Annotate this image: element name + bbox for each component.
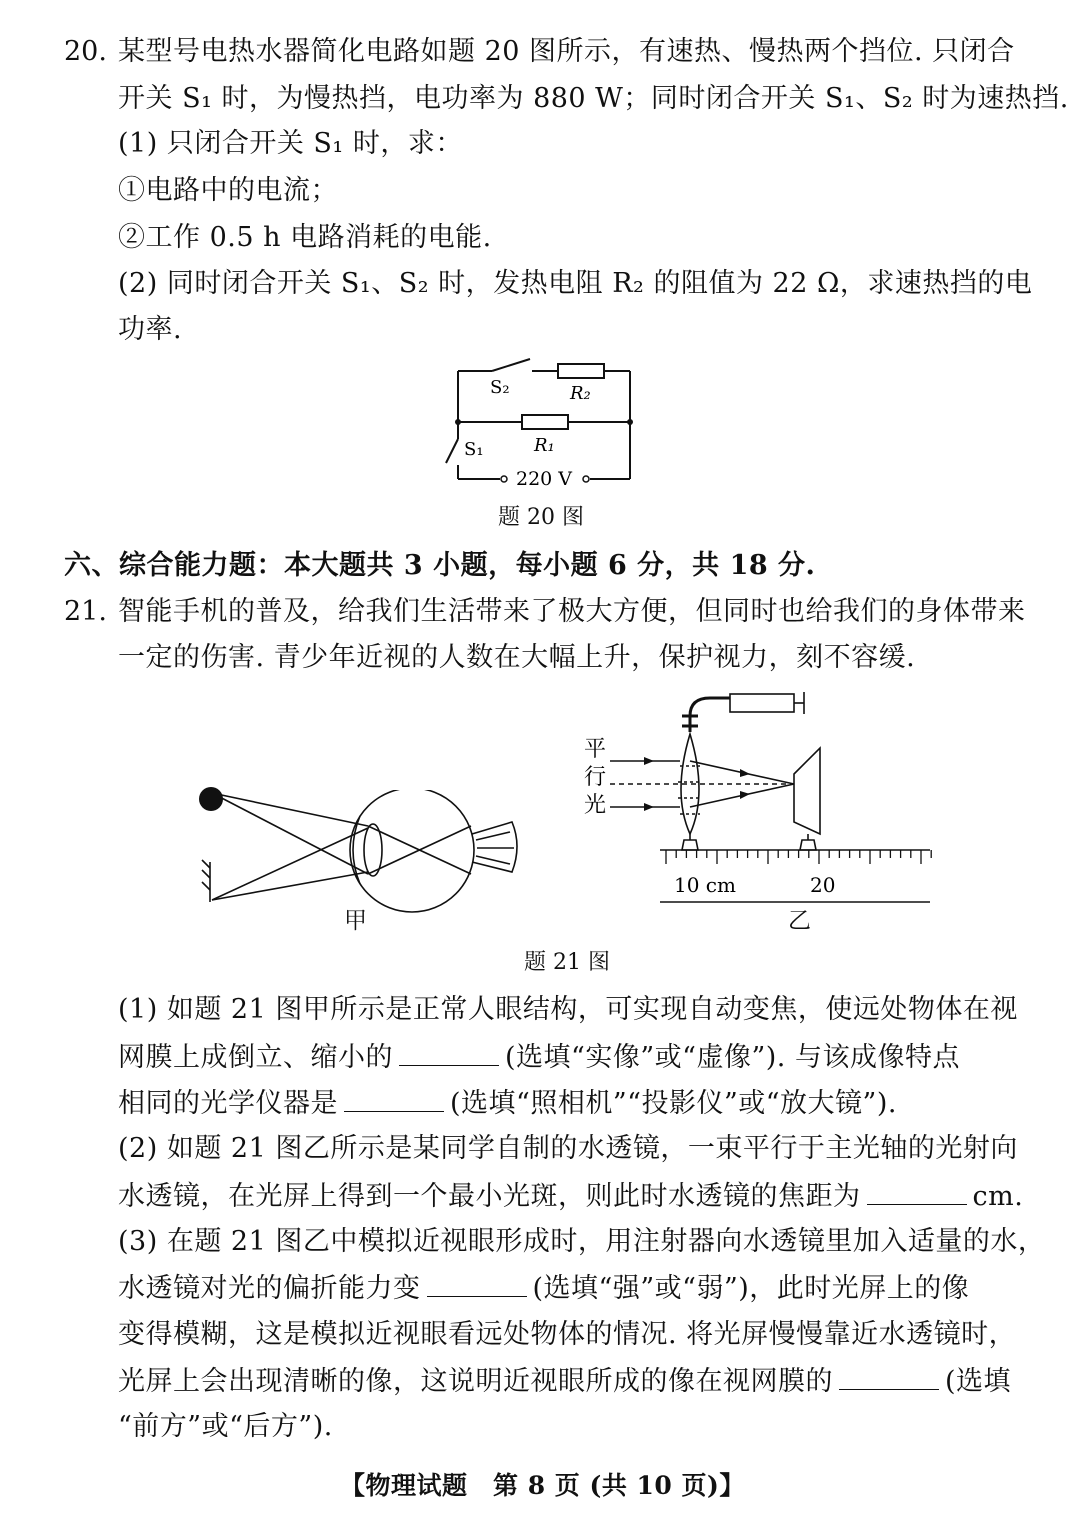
r1-resistor bbox=[522, 415, 568, 429]
s2-label: S₂ bbox=[490, 377, 510, 398]
q21-p1-line2a: 网膜上成倒立、缩小的 bbox=[118, 1042, 393, 1073]
q21-p1-line1: (1) 如题 21 图甲所示是正常人眼结构，可实现自动变焦，使远处物体在视 bbox=[118, 994, 1018, 1025]
q21-p1-line2 bbox=[118, 1039, 960, 1076]
q20-text-line2: 开关 S₁ 时，为慢热挡，电功率为 880 W；同时闭合开关 S₁、S₂ 时为速热挡. bbox=[118, 83, 1069, 114]
q21-p3-line2b: (选填“强”或“弱”)，此时光屏上的像 bbox=[532, 1273, 970, 1304]
q20-sub1a: ①电路中的电流； bbox=[118, 175, 338, 206]
q20-sub2-line2: 功率. bbox=[118, 314, 183, 345]
q21-p3-line4 bbox=[118, 1363, 1011, 1400]
light-screen bbox=[794, 748, 820, 834]
q21-p2-line1: (2) 如题 21 图乙所示是某同学自制的水透镜，一束平行于主光轴的光射向 bbox=[118, 1133, 1018, 1164]
q20-sub1b: ②工作 0.5 h 电路消耗的电能. bbox=[118, 222, 492, 253]
q21-p3-line1: (3) 在题 21 图乙中模拟近视眼形成时，用注射器向水透镜里加入适量的水， bbox=[118, 1226, 1046, 1257]
q21-p1-line2b: (选填“实像”或“虚像”). 与该成像特点 bbox=[505, 1042, 960, 1073]
r1-label: R₁ bbox=[534, 435, 555, 456]
s2-switch bbox=[492, 359, 530, 371]
q21-p3-line2 bbox=[118, 1270, 969, 1307]
q20-sub1: (1) 只闭合开关 S₁ 时，求： bbox=[118, 128, 463, 159]
fig20-caption: 题 20 图 bbox=[498, 505, 584, 530]
section6-heading: 六、综合能力题：本大题共 3 小题，每小题 6 分，共 18 分. bbox=[64, 550, 816, 581]
q21-p1-line3a: 相同的光学仪器是 bbox=[118, 1088, 338, 1119]
q21-number: 21. bbox=[64, 596, 107, 627]
q21-p3-line5: “前方”或“后方”). bbox=[118, 1411, 333, 1442]
syringe-barrel bbox=[730, 694, 794, 712]
parallel-light-1: 平 bbox=[584, 737, 607, 762]
answer-blank-1[interactable] bbox=[399, 1039, 499, 1066]
q21-p1-line3 bbox=[118, 1085, 897, 1122]
scale-10cm: 10 cm bbox=[674, 873, 736, 897]
q21-p3-line3: 变得模糊，这是模拟近视眼看远处物体的情况. 将光屏慢慢靠近水透镜时， bbox=[118, 1319, 1017, 1350]
q21-text-line2: 一定的伤害. 青少年近视的人数在大幅上升，保护视力，刻不容缓. bbox=[118, 642, 916, 673]
q21-p3-line4a: 光屏上会出现清晰的像，这说明近视眼所成的像在视网膜的 bbox=[118, 1366, 833, 1397]
q21-p3-line2a: 水透镜对光的偏折能力变 bbox=[118, 1273, 421, 1304]
q21-p2-line2a: 水透镜，在光屏上得到一个最小光斑，则此时水透镜的焦距为 bbox=[118, 1181, 861, 1212]
r2-label: R₂ bbox=[570, 383, 591, 404]
answer-blank-5[interactable] bbox=[839, 1363, 939, 1390]
q21-p3-line4b: (选填 bbox=[945, 1366, 1012, 1397]
label-yi: 乙 bbox=[788, 908, 811, 934]
answer-blank-2[interactable] bbox=[344, 1085, 444, 1112]
s1-label: S₁ bbox=[464, 439, 484, 460]
eyeball bbox=[350, 790, 474, 912]
water-lens-diagram bbox=[580, 686, 940, 906]
q20-text-line1: 某型号电热水器简化电路如题 20 图所示，有速热、慢热两个挡位. 只闭合 bbox=[118, 36, 1015, 67]
label-jia: 甲 bbox=[344, 908, 367, 934]
answer-blank-4[interactable] bbox=[427, 1270, 527, 1297]
voltage-label: 220 V bbox=[516, 468, 573, 490]
q20-sub2-line1: (2) 同时闭合开关 S₁、S₂ 时，发热电阻 R₂ 的阻值为 22 Ω，求速热挡的电 bbox=[118, 268, 1033, 299]
page-footer: 【物理试题 第 8 页 (共 10 页)】 bbox=[340, 1471, 745, 1500]
q21-p2-line2 bbox=[118, 1178, 1023, 1215]
parallel-light-2: 行 bbox=[584, 765, 607, 790]
q21-p1-line3b: (选填“照相机”“投影仪”或“放大镜”). bbox=[450, 1088, 897, 1119]
r2-resistor bbox=[558, 364, 604, 378]
q21-p2-line2b: cm. bbox=[972, 1181, 1024, 1212]
q21-text-line1: 智能手机的普及，给我们生活带来了极大方便，但同时也给我们的身体带来 bbox=[118, 596, 1026, 627]
parallel-light-3: 光 bbox=[584, 793, 607, 818]
object-ball bbox=[198, 786, 224, 812]
s1-switch bbox=[446, 439, 458, 463]
circuit-diagram bbox=[430, 355, 660, 495]
q20-number: 20. bbox=[64, 36, 107, 67]
fig21-caption: 题 21 图 bbox=[524, 950, 610, 975]
scale-20: 20 bbox=[810, 873, 836, 897]
answer-blank-3[interactable] bbox=[867, 1178, 967, 1205]
